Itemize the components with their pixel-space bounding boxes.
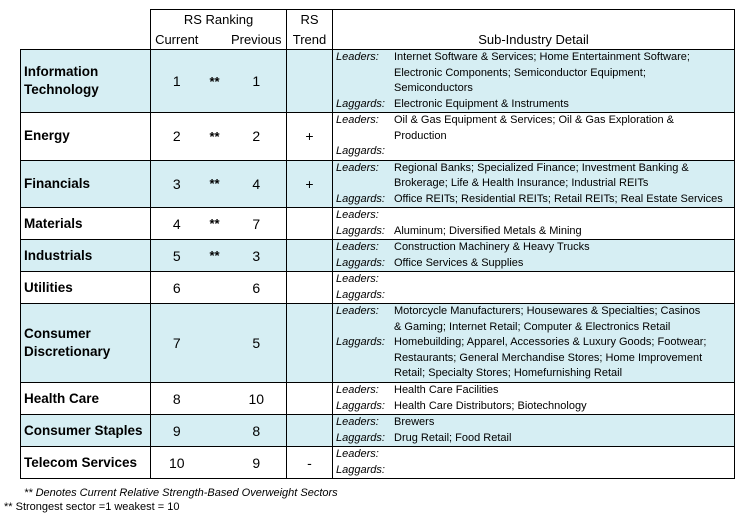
leaders-line: Oil & Gas Equipment & Services; Oil & Gas Exploration & (394, 114, 675, 126)
leaders-block (333, 383, 734, 399)
leaders-line: Health Care Facilities (394, 384, 499, 396)
laggards-block (333, 431, 734, 447)
leaders-label: Leaders: (336, 273, 379, 285)
sector-name: Consumer Discretionary (21, 304, 151, 383)
leaders-block (333, 208, 734, 224)
laggards-detail (394, 256, 734, 272)
laggards-line: Office Services & Supplies (394, 256, 524, 269)
laggards-detail (394, 224, 734, 240)
footnotes (4, 486, 338, 514)
rs-trend (287, 240, 333, 272)
leaders-block (333, 415, 734, 431)
leaders-label: Leaders: (336, 241, 379, 253)
leaders-detail (394, 161, 734, 192)
current-header: Current (151, 30, 203, 50)
table-row (21, 272, 735, 304)
current-rank: 8 (151, 383, 203, 415)
previous-rank: 10 (227, 383, 287, 415)
previous-rank: 7 (227, 208, 287, 240)
laggards-detail (394, 97, 734, 113)
rs-trend (287, 383, 333, 415)
laggards-block (333, 144, 734, 160)
laggards-label: Laggards: (336, 463, 385, 476)
previous-rank: 1 (227, 50, 287, 113)
laggards-label: Laggards: (336, 399, 385, 412)
overweight-marker: ** (203, 50, 227, 113)
leaders-block (333, 113, 734, 144)
leaders-label: Leaders: (336, 416, 379, 428)
sub-industry-header: Sub-Industry Detail (333, 30, 735, 50)
rs-trend (287, 304, 333, 383)
leaders-line: Internet Software & Services; Home Entertainment Software; (394, 51, 690, 63)
table-row (21, 415, 735, 447)
laggards-label: Laggards: (336, 336, 385, 349)
leaders-detail (394, 304, 734, 335)
sub-industry-detail (333, 447, 735, 479)
overweight-marker (203, 383, 227, 415)
leaders-line: Brokerage; Life & Health Insurance; Industrial REITs (394, 177, 649, 189)
laggards-label: Laggards: (336, 145, 385, 157)
sector-name: Information Technology (21, 50, 151, 113)
current-rank: 4 (151, 208, 203, 240)
laggards-block (333, 399, 734, 415)
current-rank: 1 (151, 50, 203, 113)
laggards-label: Laggards: (336, 431, 385, 444)
leaders-line: Construction Machinery & Heavy Trucks (394, 241, 590, 253)
previous-rank: 9 (227, 447, 287, 479)
footnote-scale: ** Strongest sector =1 weakest = 10 (4, 501, 180, 513)
current-rank: 10 (151, 447, 203, 479)
overweight-marker: ** (203, 160, 227, 208)
previous-header: Previous (227, 30, 287, 50)
laggards-block (333, 224, 734, 240)
current-rank: 2 (151, 113, 203, 161)
leaders-block (333, 240, 734, 256)
sector-name: Materials (21, 208, 151, 240)
rs-header: RS (287, 10, 333, 30)
laggards-block (333, 256, 734, 272)
rs-ranking-header: RS Ranking (151, 10, 287, 30)
leaders-detail (394, 50, 734, 97)
sector-name: Telecom Services (21, 447, 151, 479)
rs-trend: + (287, 160, 333, 208)
rs-trend (287, 208, 333, 240)
table-row (21, 383, 735, 415)
leaders-label: Leaders: (336, 161, 379, 174)
laggards-label: Laggards: (336, 288, 385, 301)
previous-rank: 2 (227, 113, 287, 161)
laggards-label: Laggards: (336, 97, 385, 110)
laggards-label: Laggards: (336, 192, 385, 205)
table-row (21, 208, 735, 240)
leaders-detail (394, 208, 734, 224)
laggards-line: Restaurants; General Merchandise Stores; Home Improvement (394, 351, 703, 364)
laggards-line: Aluminum; Diversified Metals & Mining (394, 224, 582, 237)
laggards-label: Laggards: (336, 256, 385, 269)
sector-name: Energy (21, 113, 151, 161)
rs-trend (287, 50, 333, 113)
table-row (21, 50, 735, 113)
footnote-overweight: ** Denotes Current Relative Strength-Based Overweight Sectors (24, 487, 338, 499)
rs-trend (287, 415, 333, 447)
overweight-marker (203, 447, 227, 479)
laggards-block (333, 192, 734, 208)
sub-industry-detail (333, 415, 735, 447)
laggards-detail (394, 335, 734, 382)
leaders-label: Leaders: (336, 51, 379, 63)
laggards-detail (394, 399, 734, 415)
leaders-detail (394, 383, 734, 399)
leaders-block (333, 272, 734, 288)
leaders-block (333, 447, 734, 463)
rs-trend: + (287, 113, 333, 161)
laggards-detail (394, 288, 734, 304)
previous-rank: 6 (227, 272, 287, 304)
trend-header: Trend (287, 30, 333, 50)
leaders-detail (394, 113, 734, 144)
current-rank: 3 (151, 160, 203, 208)
sub-industry-detail (333, 208, 735, 240)
laggards-label: Laggards: (336, 224, 385, 237)
leaders-label: Leaders: (336, 305, 379, 318)
laggards-block (333, 463, 734, 479)
table-row (21, 160, 735, 208)
leaders-block (333, 50, 734, 97)
table-row (21, 240, 735, 272)
laggards-detail (394, 431, 734, 447)
sub-industry-detail (333, 383, 735, 415)
leaders-line: Production (394, 129, 447, 142)
leaders-line: & Gaming; Internet Retail; Computer & Electronics Retail (394, 320, 671, 333)
sub-industry-detail (333, 50, 735, 113)
laggards-line: Health Care Distributors; Biotechnology (394, 399, 587, 412)
current-rank: 9 (151, 415, 203, 447)
leaders-block (333, 304, 734, 335)
sub-industry-detail (333, 304, 735, 383)
leaders-detail (394, 240, 734, 256)
overweight-marker (203, 304, 227, 383)
sector-name: Industrials (21, 240, 151, 272)
table-row (21, 113, 735, 161)
leaders-line: Brewers (394, 416, 435, 428)
sector-ranking-table (20, 9, 735, 479)
sub-industry-detail (333, 113, 735, 161)
previous-rank: 4 (227, 160, 287, 208)
current-rank: 5 (151, 240, 203, 272)
overweight-marker: ** (203, 113, 227, 161)
previous-rank: 3 (227, 240, 287, 272)
sector-name: Health Care (21, 383, 151, 415)
laggards-block (333, 288, 734, 304)
laggards-detail (394, 144, 734, 160)
leaders-block (333, 161, 734, 192)
leaders-line: Motorcycle Manufacturers; Housewares & Specialties; Casinos (394, 305, 701, 318)
leaders-label: Leaders: (336, 209, 379, 221)
laggards-line: Retail; Specialty Stores; Homefurnishing Retail (394, 367, 623, 380)
current-rank: 6 (151, 272, 203, 304)
sector-name: Consumer Staples (21, 415, 151, 447)
leaders-line: Semiconductors (394, 82, 473, 94)
leaders-detail (394, 447, 734, 463)
overweight-marker (203, 415, 227, 447)
previous-rank: 5 (227, 304, 287, 383)
sub-industry-detail (333, 272, 735, 304)
sector-name: Financials (21, 160, 151, 208)
laggards-block (333, 97, 734, 113)
laggards-detail (394, 192, 734, 208)
overweight-marker: ** (203, 240, 227, 272)
table-row (21, 447, 735, 479)
laggards-block (333, 335, 734, 382)
laggards-detail (394, 463, 734, 479)
sector-name: Utilities (21, 272, 151, 304)
leaders-label: Leaders: (336, 384, 379, 396)
leaders-detail (394, 272, 734, 288)
previous-rank: 8 (227, 415, 287, 447)
sub-industry-detail (333, 160, 735, 208)
laggards-line: Electronic Equipment & Instruments (394, 97, 569, 110)
laggards-line: Office REITs; Residential REITs; Retail REITs; Real Estate Services (394, 192, 723, 205)
table-row (21, 304, 735, 383)
overweight-marker (203, 272, 227, 304)
laggards-line: Homebuilding; Apparel, Accessories & Luxury Goods; Footwear; (394, 336, 707, 349)
leaders-line: Electronic Components; Semiconductor Equipment; (394, 66, 646, 79)
rs-trend: - (287, 447, 333, 479)
sub-industry-detail (333, 240, 735, 272)
leaders-label: Leaders: (336, 114, 379, 126)
leaders-detail (394, 415, 734, 431)
laggards-line: Drug Retail; Food Retail (394, 431, 512, 444)
leaders-line: Regional Banks; Specialized Finance; Investment Banking & (394, 161, 689, 174)
rs-trend (287, 272, 333, 304)
leaders-label: Leaders: (336, 448, 379, 460)
overweight-marker: ** (203, 208, 227, 240)
current-rank: 7 (151, 304, 203, 383)
